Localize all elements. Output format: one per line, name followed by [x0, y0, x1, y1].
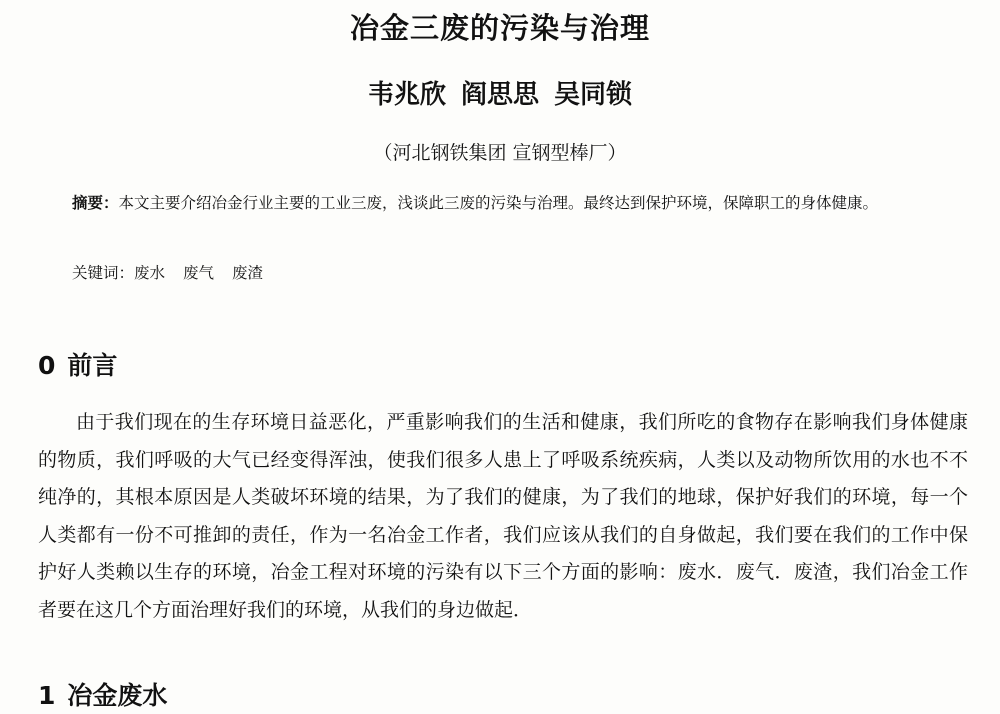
section-number: 1 [38, 681, 56, 710]
keywords [72, 261, 672, 283]
paper-title: 冶金三废的污染与治理 [349, 11, 650, 45]
section-heading-preface [38, 346, 117, 382]
section-number: 0 [38, 351, 56, 380]
section-title: 前言 [67, 351, 118, 380]
paper-authors: 韦兆欣 阎思思 吴同锁 [367, 80, 633, 110]
keyword-item: 废水 [134, 264, 166, 282]
keywords-label: 关键词： [72, 264, 135, 282]
keyword-item: 废渣 [232, 264, 264, 282]
abstract-label: 摘要： [72, 193, 119, 212]
keyword-item: 废气 [183, 264, 215, 282]
abstract [72, 184, 970, 222]
paper-affiliation: （河北钢铁集团 宣钢型棒厂） [373, 142, 627, 164]
preface-paragraph: 由于我们现在的生存环境日益恶化，严重影响我们的生活和健康，我们所吃的食物存在影响我们身体健康的物质，我们呼吸的大气已经变得浑浊，使我们很多人患上了呼吸系统疾病，人类以及动物所饮用的水也不不纯净的，其根本原因是人类破坏环境的结果，为了我们的健康，为了我们的地球，保护好我们的环境，每一个人类都有一份不可推卸的责任，作为一名冶金工作者，我们应该从我们的自身做起，我们要在我们的工作中保护好人类赖以生存的环境，冶金工程对环境的污染有以下三个方面的影响：废水．废气．废渣，我们冶金工作者要在这几个方面治理好我们的环境，从我们的身边做起． [38, 411, 968, 621]
section-heading-wastewater [38, 676, 167, 712]
section-title: 冶金废水 [67, 681, 168, 710]
abstract-text: 本文主要介绍冶金行业主要的工业三废，浅谈此三废的污染与治理。最终达到保护环境，保障职工的身体健康。 [118, 194, 879, 212]
